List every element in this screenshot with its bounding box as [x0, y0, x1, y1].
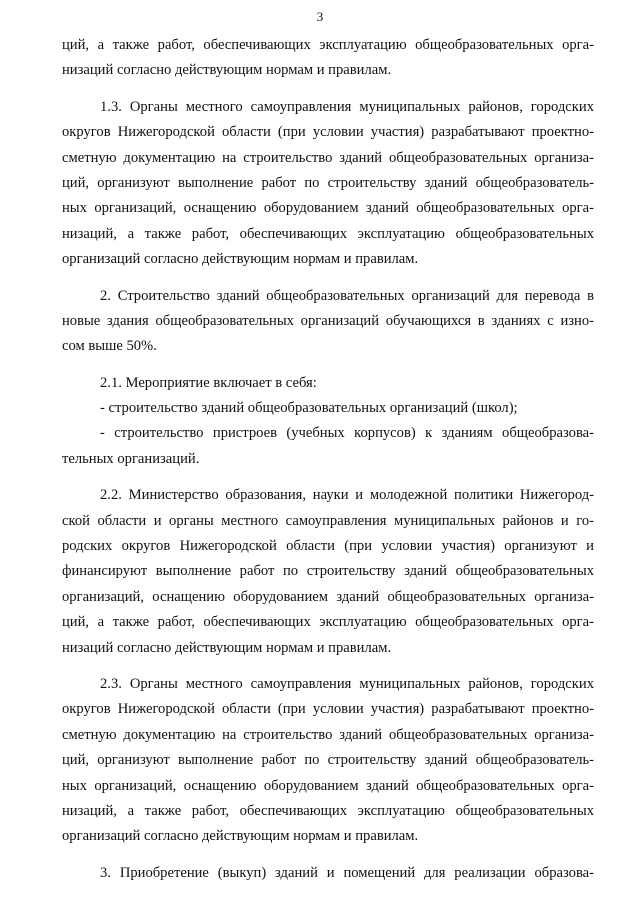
text-line: ций, организуют выполнение работ по строительству зданий общеобразователь- [62, 752, 594, 769]
text-line: 3. Приобретение (выкуп) зданий и помещений для реализации образова- [100, 864, 594, 881]
text-line: низаций согласно действующим нормам и правилам. [62, 639, 392, 656]
text-line: ской области и органы местного самоуправления муниципальных районов и го- [62, 512, 594, 529]
paragraph-spacing [62, 360, 594, 371]
text-line: ных организаций, оснащению оборудованием зданий общеобразовательных орга- [62, 200, 594, 217]
text-line: низаций, а также работ, обеспечивающих эксплуатацию общеобразовательных [62, 802, 594, 819]
text-line: новые здания общеобразовательных организаций обучающихся в зданиях с изно- [62, 312, 594, 329]
paragraph [62, 861, 594, 886]
paragraph [62, 672, 594, 850]
text-line: 2. Строительство зданий общеобразовательных организаций для перевода в [100, 287, 594, 304]
text-line: 2.1. Мероприятие включает в себя: [100, 374, 317, 391]
paragraph-spacing [62, 850, 594, 861]
text-line: - строительство зданий общеобразовательных организаций (школ); [100, 400, 518, 417]
text-line: округов Нижегородской области (при условии участия) разрабатывают проектно- [62, 124, 594, 141]
paragraph [62, 284, 594, 360]
paragraph-spacing [62, 273, 594, 284]
text-line: ных организаций, оснащению оборудованием зданий общеобразовательных орга- [62, 777, 594, 794]
text-line: сом выше 50%. [62, 338, 157, 355]
text-line: сметную документацию на строительство зданий общеобразовательных организа- [62, 149, 594, 166]
text-line: финансируют выполнение работ по строительству зданий общеобразовательных [62, 563, 594, 580]
text-line: округов Нижегородской области (при условии участия) разрабатывают проектно- [62, 701, 594, 718]
text-line: организаций согласно действующим нормам и правилам. [62, 828, 419, 845]
paragraph [62, 483, 594, 661]
text-line: ций, а также работ, обеспечивающих эксплуатацию общеобразовательных орга- [62, 37, 594, 53]
text-line: низаций согласно действующим нормам и правилам. [62, 62, 392, 79]
text-line: родских округов Нижегородской области (при условии участия) организуют и [62, 538, 594, 555]
text-line: сметную документацию на строительство зданий общеобразовательных организа- [62, 726, 594, 743]
text-line: организаций, оснащению оборудованием зданий общеобразовательных организа- [62, 588, 594, 605]
paragraph [62, 95, 594, 273]
document-body [62, 33, 594, 886]
paragraph-spacing [62, 472, 594, 483]
text-line: тельных организаций. [62, 450, 200, 467]
paragraph [62, 371, 594, 473]
paragraph-spacing [62, 661, 594, 672]
text-line: 2.3. Органы местного самоуправления муниципальных районов, городских [100, 675, 594, 692]
paragraph [62, 33, 594, 84]
text-line: ций, а также работ, обеспечивающих эксплуатацию общеобразовательных орга- [62, 614, 594, 631]
text-line: низаций, а также работ, обеспечивающих эксплуатацию общеобразовательных [62, 225, 594, 242]
text-line: ций, организуют выполнение работ по строительству зданий общеобразователь- [62, 174, 594, 191]
text-line: - строительство пристроев (учебных корпусов) к зданиям общеобразова- [100, 425, 594, 442]
page-number: 3 [316, 9, 324, 24]
paragraph-spacing [62, 84, 594, 95]
text-line: 2.2. Министерство образования, науки и молодежной политики Нижегород- [100, 487, 594, 504]
text-line: организаций согласно действующим нормам и правилам. [62, 251, 419, 268]
text-line: 1.3. Органы местного самоуправления муниципальных районов, городских [100, 98, 594, 115]
